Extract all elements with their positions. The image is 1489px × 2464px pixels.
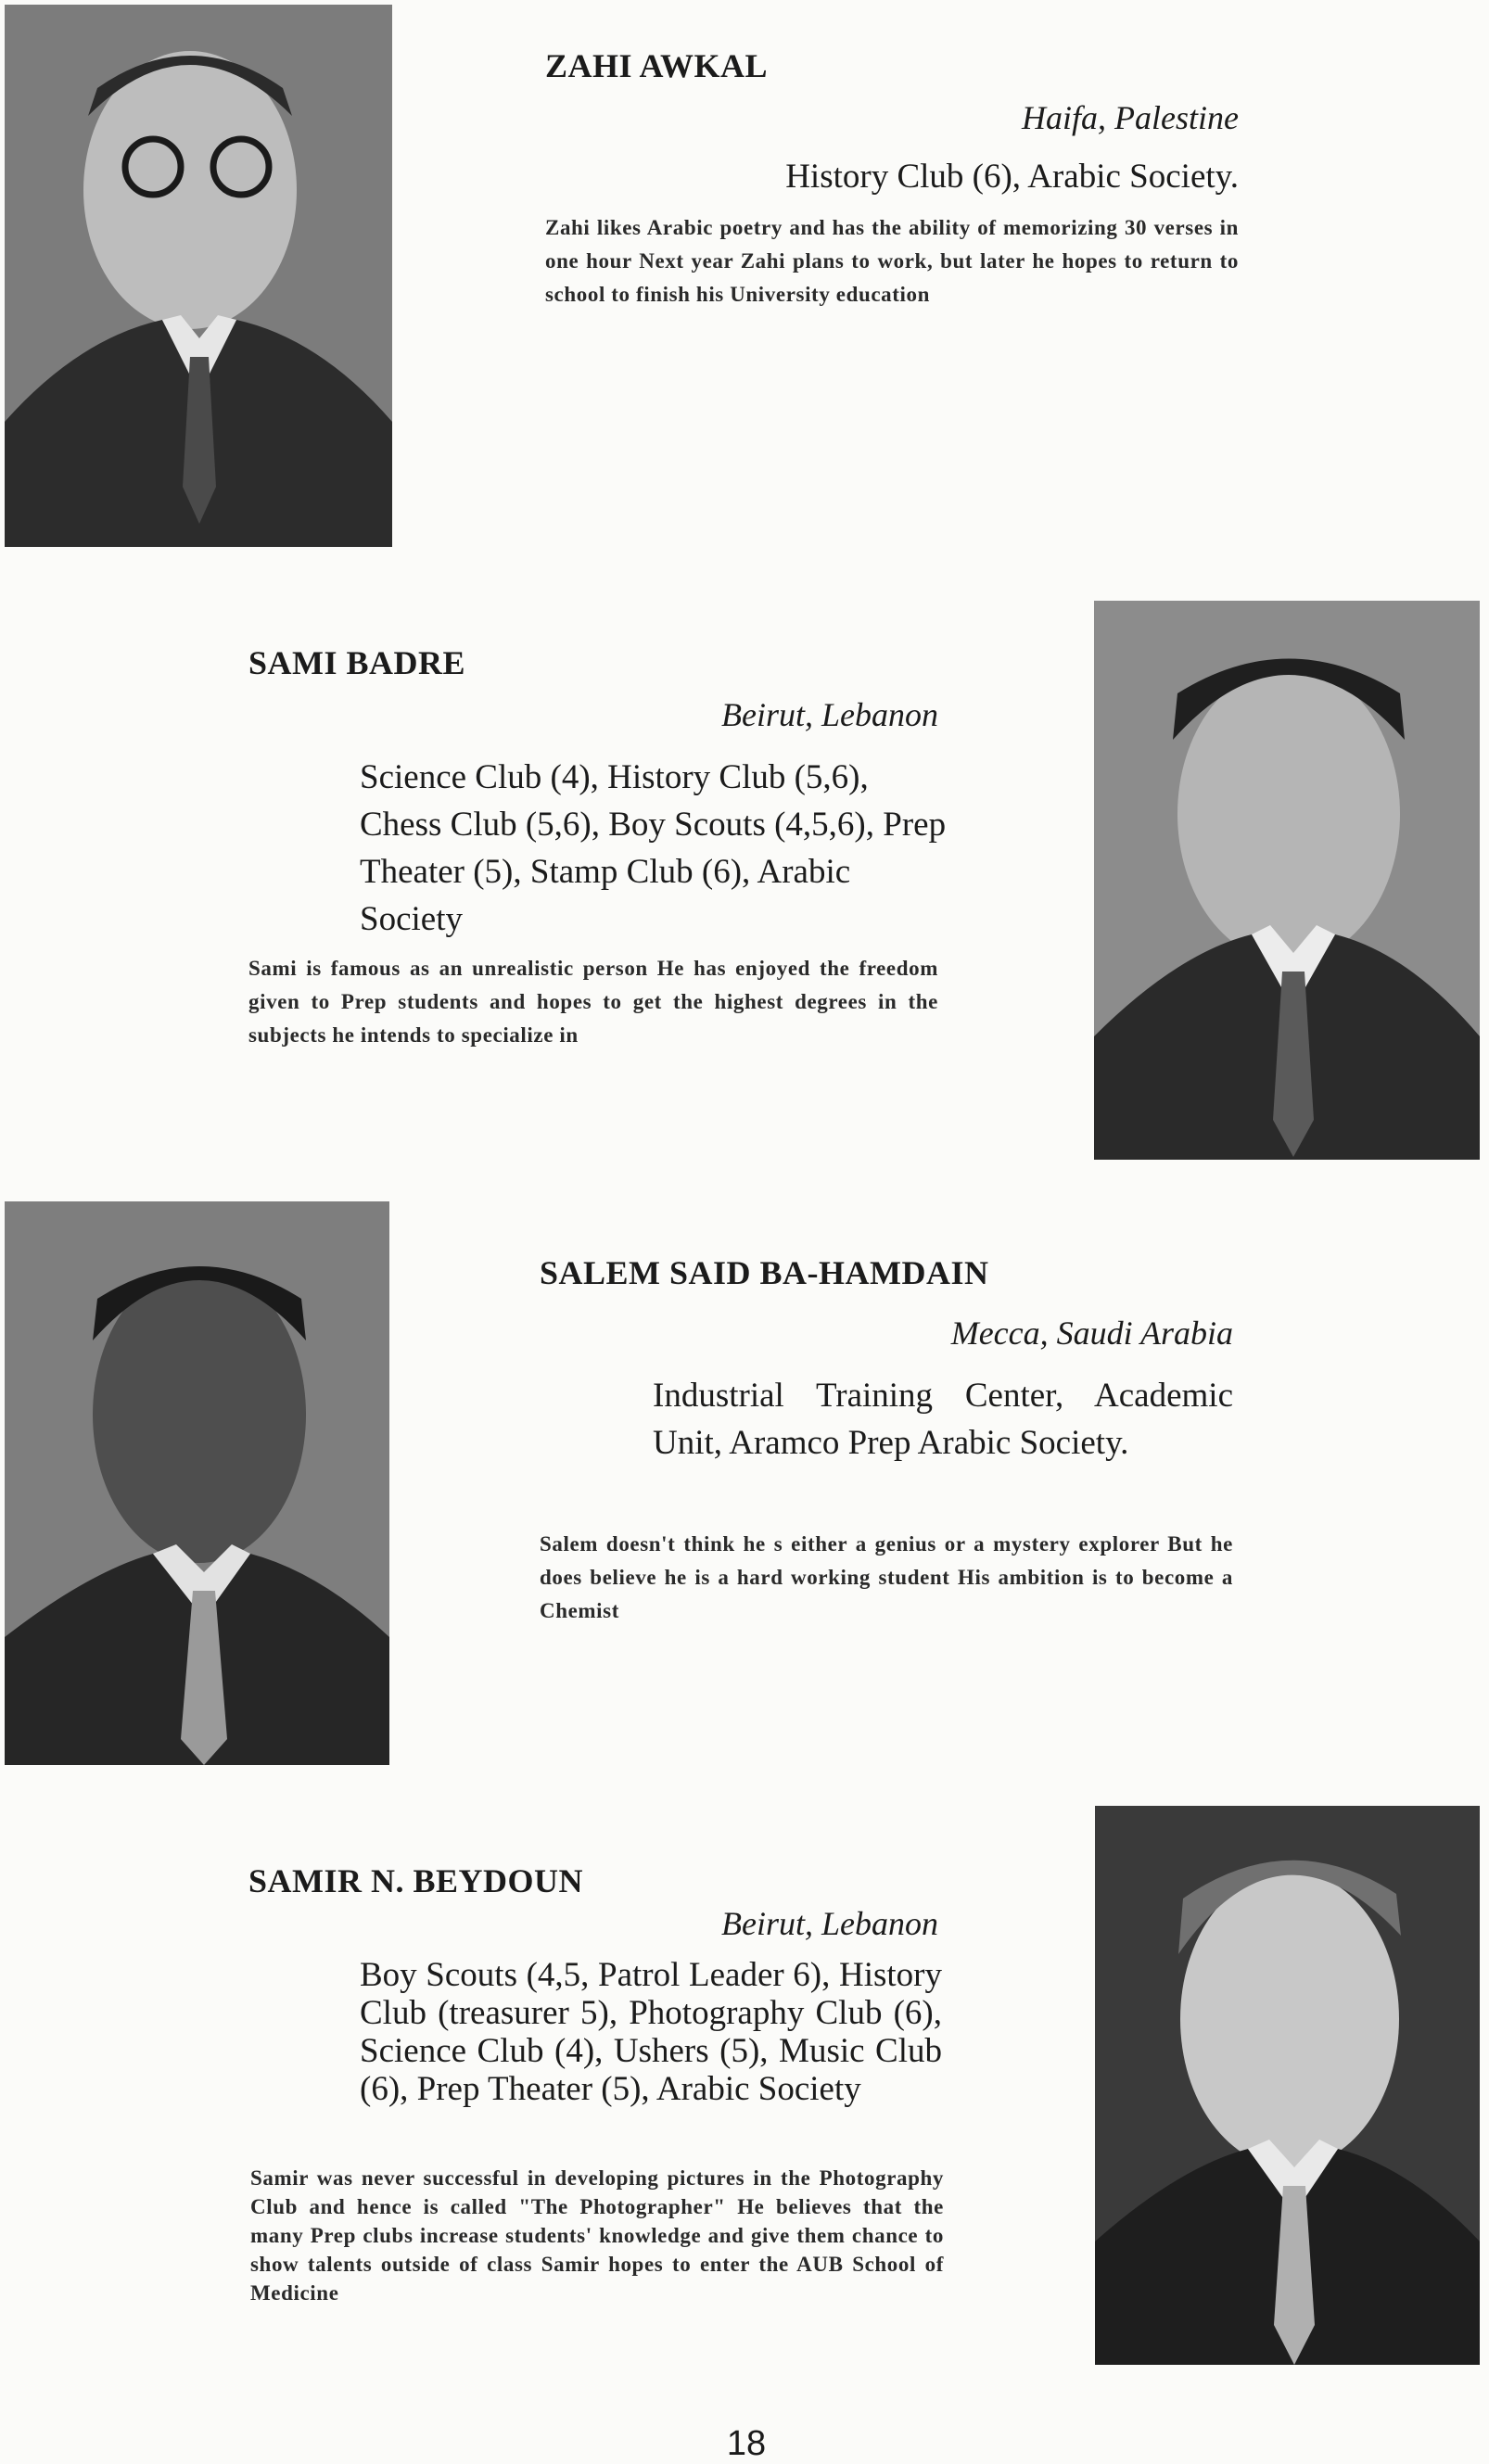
activities: Science Club (4), History Club (5,6), Chess Club (5,6), Boy Scouts (4,5,6), Prep Theater (5), Stamp Club (6), Arabic Society [360, 758, 947, 938]
activities: History Club (6), Arabic Society. [785, 158, 1239, 196]
portrait-photo-sami-badre [1094, 601, 1480, 1160]
biography: Salem doesn't think he s either a genius or a mystery explorer But he does believe he is a hard working student His ambition is to become a Chemist [540, 1532, 1233, 1622]
biography: Zahi likes Arabic poetry and has the ability of memorizing 30 verses in one hour Next year Zahi plans to work, but later he hopes to return to school to finish his University education [545, 216, 1239, 306]
portrait-photo-salem-said-ba-hamdain [5, 1201, 389, 1765]
student-name: SALEM SAID BA-HAMDAIN [540, 1254, 989, 1291]
hometown: Haifa, Palestine [1022, 99, 1239, 136]
student-name: ZAHI AWKAL [545, 47, 769, 84]
page-number: 18 [726, 2424, 767, 2463]
student-name: SAMIR N. BEYDOUN [248, 1862, 584, 1899]
portrait-photo-samir-n-beydoun [1095, 1806, 1480, 2365]
hometown: Beirut, Lebanon [721, 696, 938, 733]
hometown: Beirut, Lebanon [721, 1905, 938, 1942]
hometown: Mecca, Saudi Arabia [950, 1315, 1233, 1352]
biography: Sami is famous as an unrealistic person He has enjoyed the freedom given to Prep students and hopes to get the highest degrees in the subjects he intends to specialize in [248, 957, 938, 1047]
activities: Industrial Training Center, Academic Unit, Aramco Prep Arabic Society. [653, 1377, 1233, 1462]
biography: Samir was never successful in developing pictures in the Photography Club and hence is called "The Photographer" He believes that the many Prep clubs increase students' knowledge and give them chance to show talents outside of class Samir hopes to enter the AUB School of Medicine [250, 2166, 944, 2305]
student-name: SAMI BADRE [248, 644, 466, 681]
activities: Boy Scouts (4,5, Patrol Leader 6), History Club (treasurer 5), Photography Club (6), Science Club (4), Ushers (5), Music Club (6), Prep Theater (5), Arabic Society [360, 1956, 942, 2108]
portrait-photo-zahi-awkal [5, 5, 392, 547]
